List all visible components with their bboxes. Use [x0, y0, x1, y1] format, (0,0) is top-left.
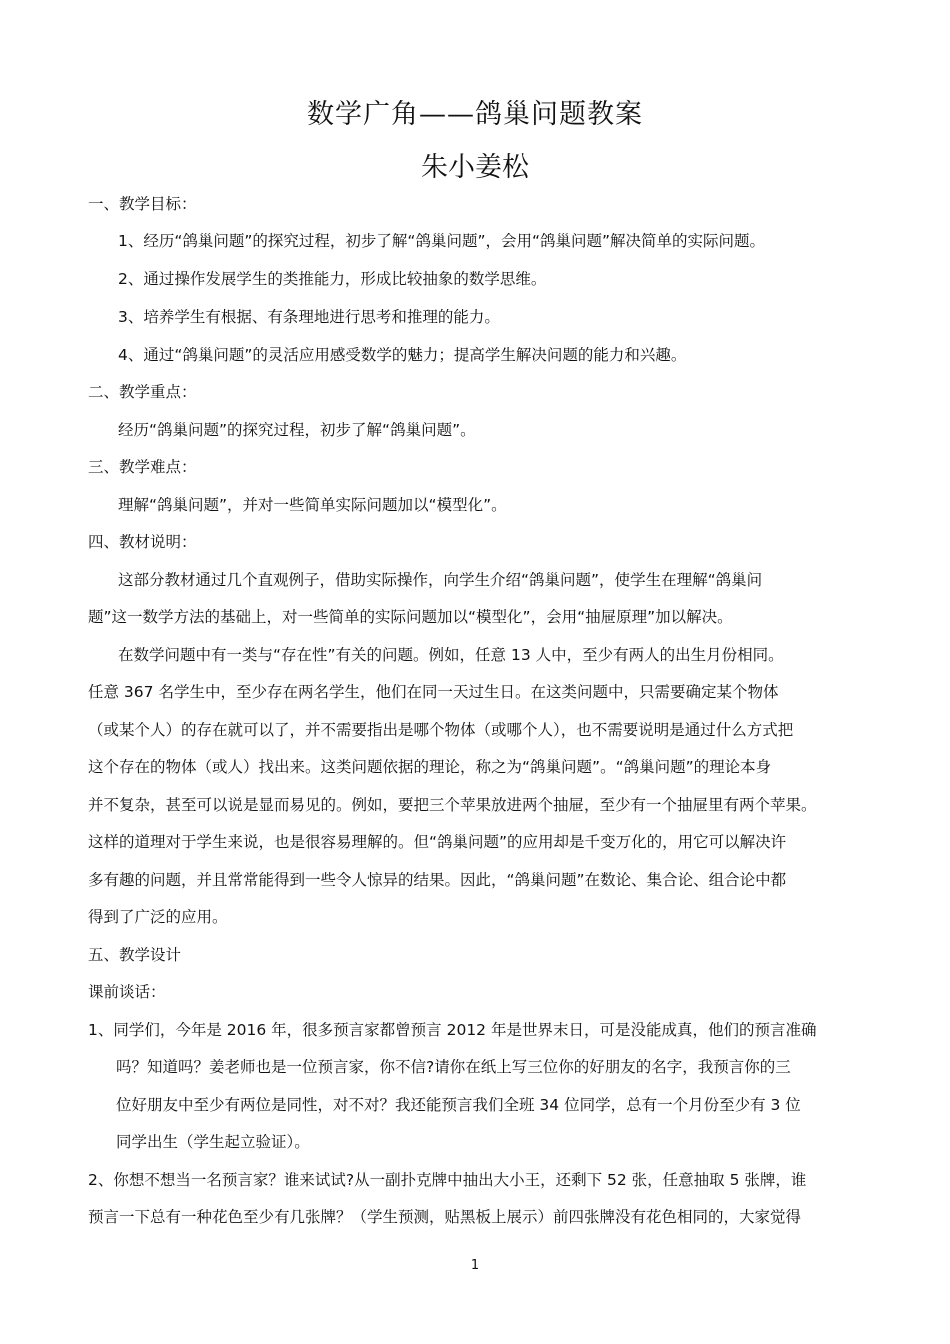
paragraph-line: 同学出生（学生起立验证）。: [116, 1133, 310, 1151]
paragraph-line: 这部分教材通过几个直观例子，借助实际操作，向学生介绍“鸽巢问题”，使学生在理解“鸽巢问: [118, 571, 763, 589]
subheading-pre-class: 课前谈话：: [88, 983, 166, 1001]
section-heading-key-points: 二、教学重点：: [88, 383, 197, 401]
section-heading-difficulties: 三、教学难点：: [88, 458, 197, 476]
author-name: 朱小姜松: [421, 152, 529, 183]
objective-item: 2、通过操作发展学生的类推能力，形成比较抽象的数学思维。: [118, 270, 547, 288]
page-number: 1: [470, 1258, 480, 1273]
paragraph-line: 在数学问题中有一类与“存在性”有关的问题。例如，任意 13 人中，至少有两人的出生月份相同。: [118, 646, 784, 664]
section-heading-objectives: 一、教学目标：: [88, 195, 197, 213]
paragraph-line: 并不复杂，甚至可以说是显而易见的。例如，要把三个苹果放进两个抽屉，至少有一个抽屉里有两个苹果。: [88, 796, 817, 814]
paragraph-line: 得到了广泛的应用。: [88, 908, 228, 926]
objective-item: 1、经历“鸽巢问题”的探究过程，初步了解“鸽巢问题”，会用“鸽巢问题”解决简单的实际问题。: [118, 232, 766, 250]
paragraph-line: 1、同学们，今年是 2016 年，很多预言家都曾预言 2012 年是世界末日，可是没能成真，他们的预言准确: [88, 1021, 817, 1039]
paragraph-line: 2、你想不想当一名预言家？谁来试试?从一副扑克牌中抽出大小王，还剩下 52 张，任意抽取 5 张牌，谁: [88, 1171, 807, 1189]
paragraph-line: 预言一下总有一种花色至少有几张牌？（学生预测，贴黑板上展示）前四张牌没有花色相同的，大家觉得: [88, 1208, 802, 1226]
paragraph-line: 吗？知道吗？姜老师也是一位预言家，你不信?请你在纸上写三位你的好朋友的名字，我预言你的三: [116, 1058, 791, 1076]
objective-item: 3、培养学生有根据、有条理地进行思考和推理的能力。: [118, 308, 500, 326]
paragraph-line: 位好朋友中至少有两位是同性，对不对？我还能预言我们全班 34 位同学，总有一个月份至少有 3 位: [116, 1096, 801, 1114]
paragraph-line: 任意 367 名学生中，至少存在两名学生，他们在同一天过生日。在这类问题中，只需要确定某个物体: [88, 683, 779, 701]
document-title: 数学广角——鸽巢问题教案: [307, 99, 643, 130]
paragraph-line: 这样的道理对于学生来说，也是很容易理解的。但“鸽巢问题”的应用却是千变万化的，用它可以解决许: [88, 833, 787, 851]
section-heading-design: 五、教学设计: [88, 946, 182, 964]
paragraph-line: 这个存在的物体（或人）找出来。这类问题依据的理论，称之为“鸽巢问题”。“鸽巢问题”的理论本身: [88, 758, 772, 776]
objective-item: 4、通过“鸽巢问题”的灵活应用感受数学的魅力；提高学生解决问题的能力和兴趣。: [118, 346, 687, 364]
difficulties-body: 理解“鸽巢问题”，并对一些简单实际问题加以“模型化”。: [118, 496, 507, 514]
paragraph-line: （或某个人）的存在就可以了，并不需要指出是哪个物体（或哪个人），也不需要说明是通过什么方式把: [88, 721, 794, 739]
key-points-body: 经历“鸽巢问题”的探究过程，初步了解“鸽巢问题”。: [118, 421, 476, 439]
paragraph-line: 多有趣的问题，并且常常能得到一些令人惊异的结果。因此，“鸽巢问题”在数论、集合论、组合论中都: [88, 871, 787, 889]
paragraph-line: 题”这一数学方法的基础上，对一些简单的实际问题加以“模型化”，会用“抽屉原理”加以解决。: [88, 608, 733, 626]
section-heading-material: 四、教材说明：: [88, 533, 197, 551]
